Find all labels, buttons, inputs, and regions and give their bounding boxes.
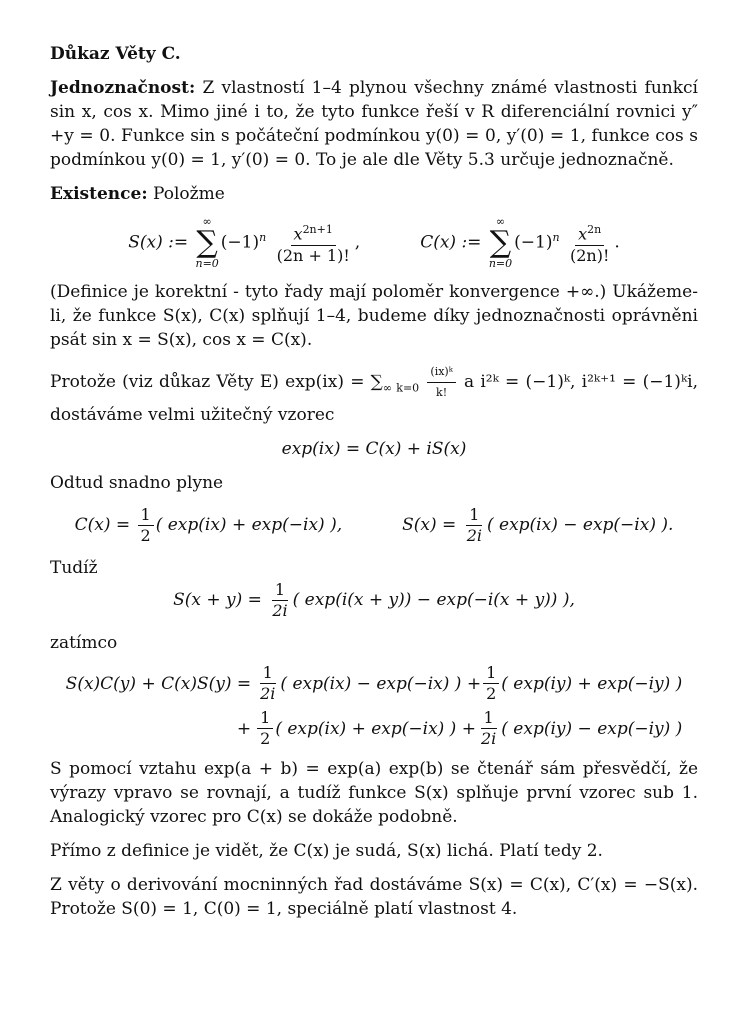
whereas-paragraph: zatímco [50, 633, 118, 653]
existence-label: Existence: [50, 184, 148, 204]
uniqueness-label: Jednoznačnost: [50, 78, 196, 98]
proof-page [50, 42, 698, 921]
existence-text: Položme [153, 184, 225, 204]
derivative-paragraph: Z věty o derivování mocninných řad dostáváme S(x) = C(x), C′(x) = −S(x). Protože S(0) = 1, C(0) = 1, speciálně platí vlastnost 4. [50, 875, 698, 919]
formula-C: C(x) = $\frac{1}{2}$ ( exp(ix) + exp(−ix) ), [74, 505, 343, 545]
verification-paragraph: S pomocí vztahu exp(a + b) = exp(a) exp(b) se čtenář sám přesvědčí, že výrazy vpravo se rovnají, a tudíž funkce S(x) splňuje první vzorec sub 1. Analogický vzorec pro C(x) se dokáže podobně. [50, 759, 698, 827]
sum-symbol: ∞ ∑ n=0 [488, 215, 513, 270]
formula-S-sum: S(x + y) = $\frac{1}{2i}$ ( exp(i(x + y)) − exp(−i(x + y)) ), [173, 580, 575, 620]
sum-symbol: ∞ ∑ n=0 [195, 215, 219, 270]
euler-formula: exp(ix) = C(x) + iS(x) [281, 439, 467, 459]
formula-S: S(x) = $\frac{1}{2i}$ ( exp(ix) − exp(−ix) ). [402, 505, 674, 545]
euler-paragraph: Protože (viz důkaz Věty E) $\exp(ix) = \sum_{\infty k=0}$ $\frac{\text{(ix)ᵏ}}{k!}$ a i²ᵏ = (−1)ᵏ, i²ᵏ⁺¹ = (−1)ᵏi, dostáváme velmi užitečný vzorec [50, 362, 698, 427]
proof-title: Důkaz Věty C. [50, 44, 181, 64]
parity-paragraph: Přímo z definice je vidět, že C(x) je sudá, S(x) lichá. Platí tedy 2. [50, 841, 603, 861]
def-S: S(x) := ∞ ∑ n=0 $(-1)^n$ $\frac{x^{2n+1}}{(2n + 1)!}$ , [128, 215, 361, 270]
series-definitions [50, 216, 698, 270]
consequence-paragraph: Odtud snadno plyne [50, 473, 224, 493]
therefore-paragraph: Tudíž [50, 558, 98, 578]
cos-sin-formulas [50, 505, 698, 546]
convergence-paragraph: (Definice je korektní - tyto řady mají poloměr konvergence +∞.) Ukážeme-li, že funkce S(x), C(x) splňují 1–4, budeme díky jednoznačnosti oprávněni psát sin x = S(x), cos x = C(x). [50, 282, 698, 350]
product-formula: S(x)C(y) + C(x)S(y) = $\frac{1}{2i}$ ( exp(ix) − exp(−ix) ) + $\frac{1}{2}$ ( exp(iy) + exp(−iy) ) + $\frac{1}{2}$ ( exp(ix) + exp(−ix) ) + $\frac{1}{2i}$ ( exp(iy) − exp(−iy) ) [65, 663, 683, 748]
existence-paragraph [50, 182, 698, 206]
euler-fraction: $\frac{\text{(ix)ᵏ}}{k!}$ [427, 362, 455, 403]
uniqueness-text: Z vlastností 1–4 plynou všechny známé vlastnosti funkcí sin x, cos x. Mimo jiné i to, že tyto funkce řeší v R diferenciální rovnici y″+y = 0. Funkce sin s počáteční podmínkou y(0) = 0, y′(0) = 1, funkce cos s podmínkou y(0) = 1, y′(0) = 0. To je ale dle Věty 5.3 určuje jednoznačně. [50, 78, 698, 170]
uniqueness-paragraph [50, 76, 698, 172]
def-C-fraction: $\frac{x^{2n}}{(2n)!}$ [567, 220, 612, 265]
def-S-fraction: $\frac{x^{2n+1}}{(2n + 1)!}$ [274, 220, 353, 265]
def-C: C(x) := ∞ ∑ n=0 $(-1)^n$ $\frac{x^{2n}}{(2n)!}$ . [420, 215, 620, 270]
